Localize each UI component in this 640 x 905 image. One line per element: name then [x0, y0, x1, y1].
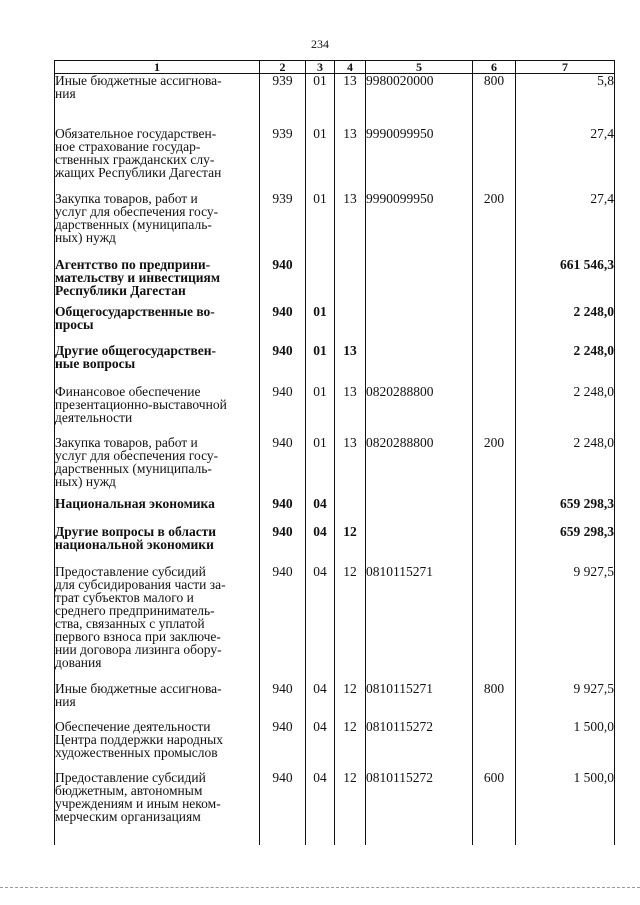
row-code-4	[335, 305, 366, 344]
row-code-6	[473, 385, 516, 436]
row-code-6: 800	[473, 74, 516, 127]
column-header: 1	[55, 61, 260, 74]
row-amount: 1 500,0	[516, 720, 615, 771]
table-row	[55, 682, 615, 720]
column-header: 4	[335, 61, 366, 74]
row-amount: 9 927,5	[516, 565, 615, 682]
row-amount: 2 248,0	[516, 344, 615, 385]
row-code-2: 940	[260, 385, 306, 436]
row-amount: 27,4	[516, 127, 615, 192]
row-code-6	[473, 497, 516, 525]
row-code-6	[473, 720, 516, 771]
row-code-4: 12	[335, 720, 366, 771]
row-amount: 5,8	[516, 74, 615, 127]
table-row	[55, 497, 615, 525]
table-row	[55, 305, 615, 344]
row-description: Закупка товаров, работ и услуг для обеспечения госу- дарственных (муниципаль- ных) нужд	[55, 192, 260, 258]
column-header: 3	[306, 61, 335, 74]
row-amount: 2 248,0	[516, 305, 615, 344]
column-header: 5	[366, 61, 473, 74]
row-code-3: 01	[306, 436, 335, 497]
row-code-2: 940	[260, 497, 306, 525]
table-row	[55, 565, 615, 682]
row-code-4: 12	[335, 525, 366, 565]
row-code-3: 04	[306, 525, 335, 565]
row-description: Другие вопросы в области национальной экономики	[55, 525, 260, 565]
row-code-3: 01	[306, 344, 335, 385]
row-amount: 2 248,0	[516, 436, 615, 497]
row-description: Общегосударственные во- просы	[55, 305, 260, 344]
column-header: 7	[516, 61, 615, 74]
row-code-5	[366, 344, 473, 385]
row-code-5: 0810115271	[366, 682, 473, 720]
page-number: 234	[311, 37, 329, 51]
row-code-6: 800	[473, 682, 516, 720]
row-code-5	[366, 258, 473, 305]
row-code-4: 12	[335, 565, 366, 682]
row-code-2: 940	[260, 436, 306, 497]
row-code-5: 9990099950	[366, 127, 473, 192]
row-code-3: 01	[306, 305, 335, 344]
row-code-3: 04	[306, 682, 335, 720]
row-code-4: 13	[335, 192, 366, 258]
row-code-2: 939	[260, 192, 306, 258]
row-code-5: 0810115272	[366, 720, 473, 771]
row-code-2: 940	[260, 565, 306, 682]
row-code-3: 01	[306, 192, 335, 258]
table-row	[55, 258, 615, 305]
row-code-3: 04	[306, 771, 335, 845]
row-description: Иные бюджетные ассигнова- ния	[55, 682, 260, 720]
row-code-3: 04	[306, 720, 335, 771]
column-header: 2	[260, 61, 306, 74]
row-code-3: 01	[306, 385, 335, 436]
table-row	[55, 771, 615, 845]
row-amount: 2 248,0	[516, 385, 615, 436]
row-code-5	[366, 497, 473, 525]
row-code-6	[473, 525, 516, 565]
row-code-3: 04	[306, 497, 335, 525]
row-code-6	[473, 258, 516, 305]
column-header: 6	[473, 61, 516, 74]
row-code-4: 13	[335, 127, 366, 192]
row-amount: 661 546,3	[516, 258, 615, 305]
row-code-6	[473, 344, 516, 385]
row-amount: 9 927,5	[516, 682, 615, 720]
row-code-5: 0810115271	[366, 565, 473, 682]
row-description: Национальная экономика	[55, 497, 260, 525]
row-code-2: 940	[260, 720, 306, 771]
row-code-2: 940	[260, 771, 306, 845]
row-code-3: 04	[306, 565, 335, 682]
table-header-row	[55, 61, 615, 74]
table-row	[55, 525, 615, 565]
row-description: Обязательное государствен- ное страхование государ- ственных гражданских слу- жащих Республики Дагестан	[55, 127, 260, 192]
row-code-5	[366, 525, 473, 565]
row-code-5	[366, 305, 473, 344]
row-code-5: 9990099950	[366, 192, 473, 258]
row-code-4: 13	[335, 385, 366, 436]
table-row	[55, 720, 615, 771]
row-code-2: 940	[260, 682, 306, 720]
budget-table	[54, 60, 615, 845]
row-code-4: 12	[335, 771, 366, 845]
row-code-4: 13	[335, 74, 366, 127]
row-description: Предоставление субсидий бюджетным, автономным учреждениям и иным неком- мерческим организациям	[55, 771, 260, 845]
row-amount: 659 298,3	[516, 497, 615, 525]
table-row	[55, 74, 615, 127]
row-code-2: 940	[260, 525, 306, 565]
row-description: Другие общегосударствен- ные вопросы	[55, 344, 260, 385]
row-code-2: 939	[260, 74, 306, 127]
row-code-4	[335, 258, 366, 305]
row-code-4: 13	[335, 344, 366, 385]
row-code-6: 200	[473, 192, 516, 258]
row-description: Агентство по предприни- мательству и инвестициям Республики Дагестан	[55, 258, 260, 305]
row-code-2: 940	[260, 344, 306, 385]
table-row	[55, 192, 615, 258]
row-code-5: 9980020000	[366, 74, 473, 127]
row-code-2: 939	[260, 127, 306, 192]
row-code-6	[473, 565, 516, 682]
row-code-4	[335, 497, 366, 525]
row-code-3: 01	[306, 127, 335, 192]
row-code-5: 0820288800	[366, 436, 473, 497]
table-row	[55, 344, 615, 385]
row-description: Закупка товаров, работ и услуг для обеспечения госу- дарственных (муниципаль- ных) нужд	[55, 436, 260, 497]
table-row	[55, 436, 615, 497]
row-code-3	[306, 258, 335, 305]
row-code-5: 0820288800	[366, 385, 473, 436]
row-code-6: 600	[473, 771, 516, 845]
row-code-5: 0810115272	[366, 771, 473, 845]
row-amount: 1 500,0	[516, 771, 615, 845]
row-code-6	[473, 127, 516, 192]
row-code-2: 940	[260, 305, 306, 344]
row-code-3: 01	[306, 74, 335, 127]
table-row	[55, 385, 615, 436]
row-amount: 659 298,3	[516, 525, 615, 565]
row-description: Финансовое обеспечение презентационно-выставочной деятельности	[55, 385, 260, 436]
row-description: Обеспечение деятельности Центра поддержки народных художественных промыслов	[55, 720, 260, 771]
row-code-6: 200	[473, 436, 516, 497]
scan-edge-line	[0, 887, 640, 888]
table-row	[55, 127, 615, 192]
row-description: Иные бюджетные ассигнова- ния	[55, 74, 260, 127]
row-description: Предоставление субсидий для субсидирования части за- трат субъектов малого и среднего предприниматель- ства, связанных с уплатой первого взноса при заключе- нии договора лизинга обору- дования	[55, 565, 260, 682]
row-code-4: 13	[335, 436, 366, 497]
row-code-4: 12	[335, 682, 366, 720]
table-body	[55, 74, 615, 845]
row-amount: 27,4	[516, 192, 615, 258]
row-code-6	[473, 305, 516, 344]
row-code-2: 940	[260, 258, 306, 305]
